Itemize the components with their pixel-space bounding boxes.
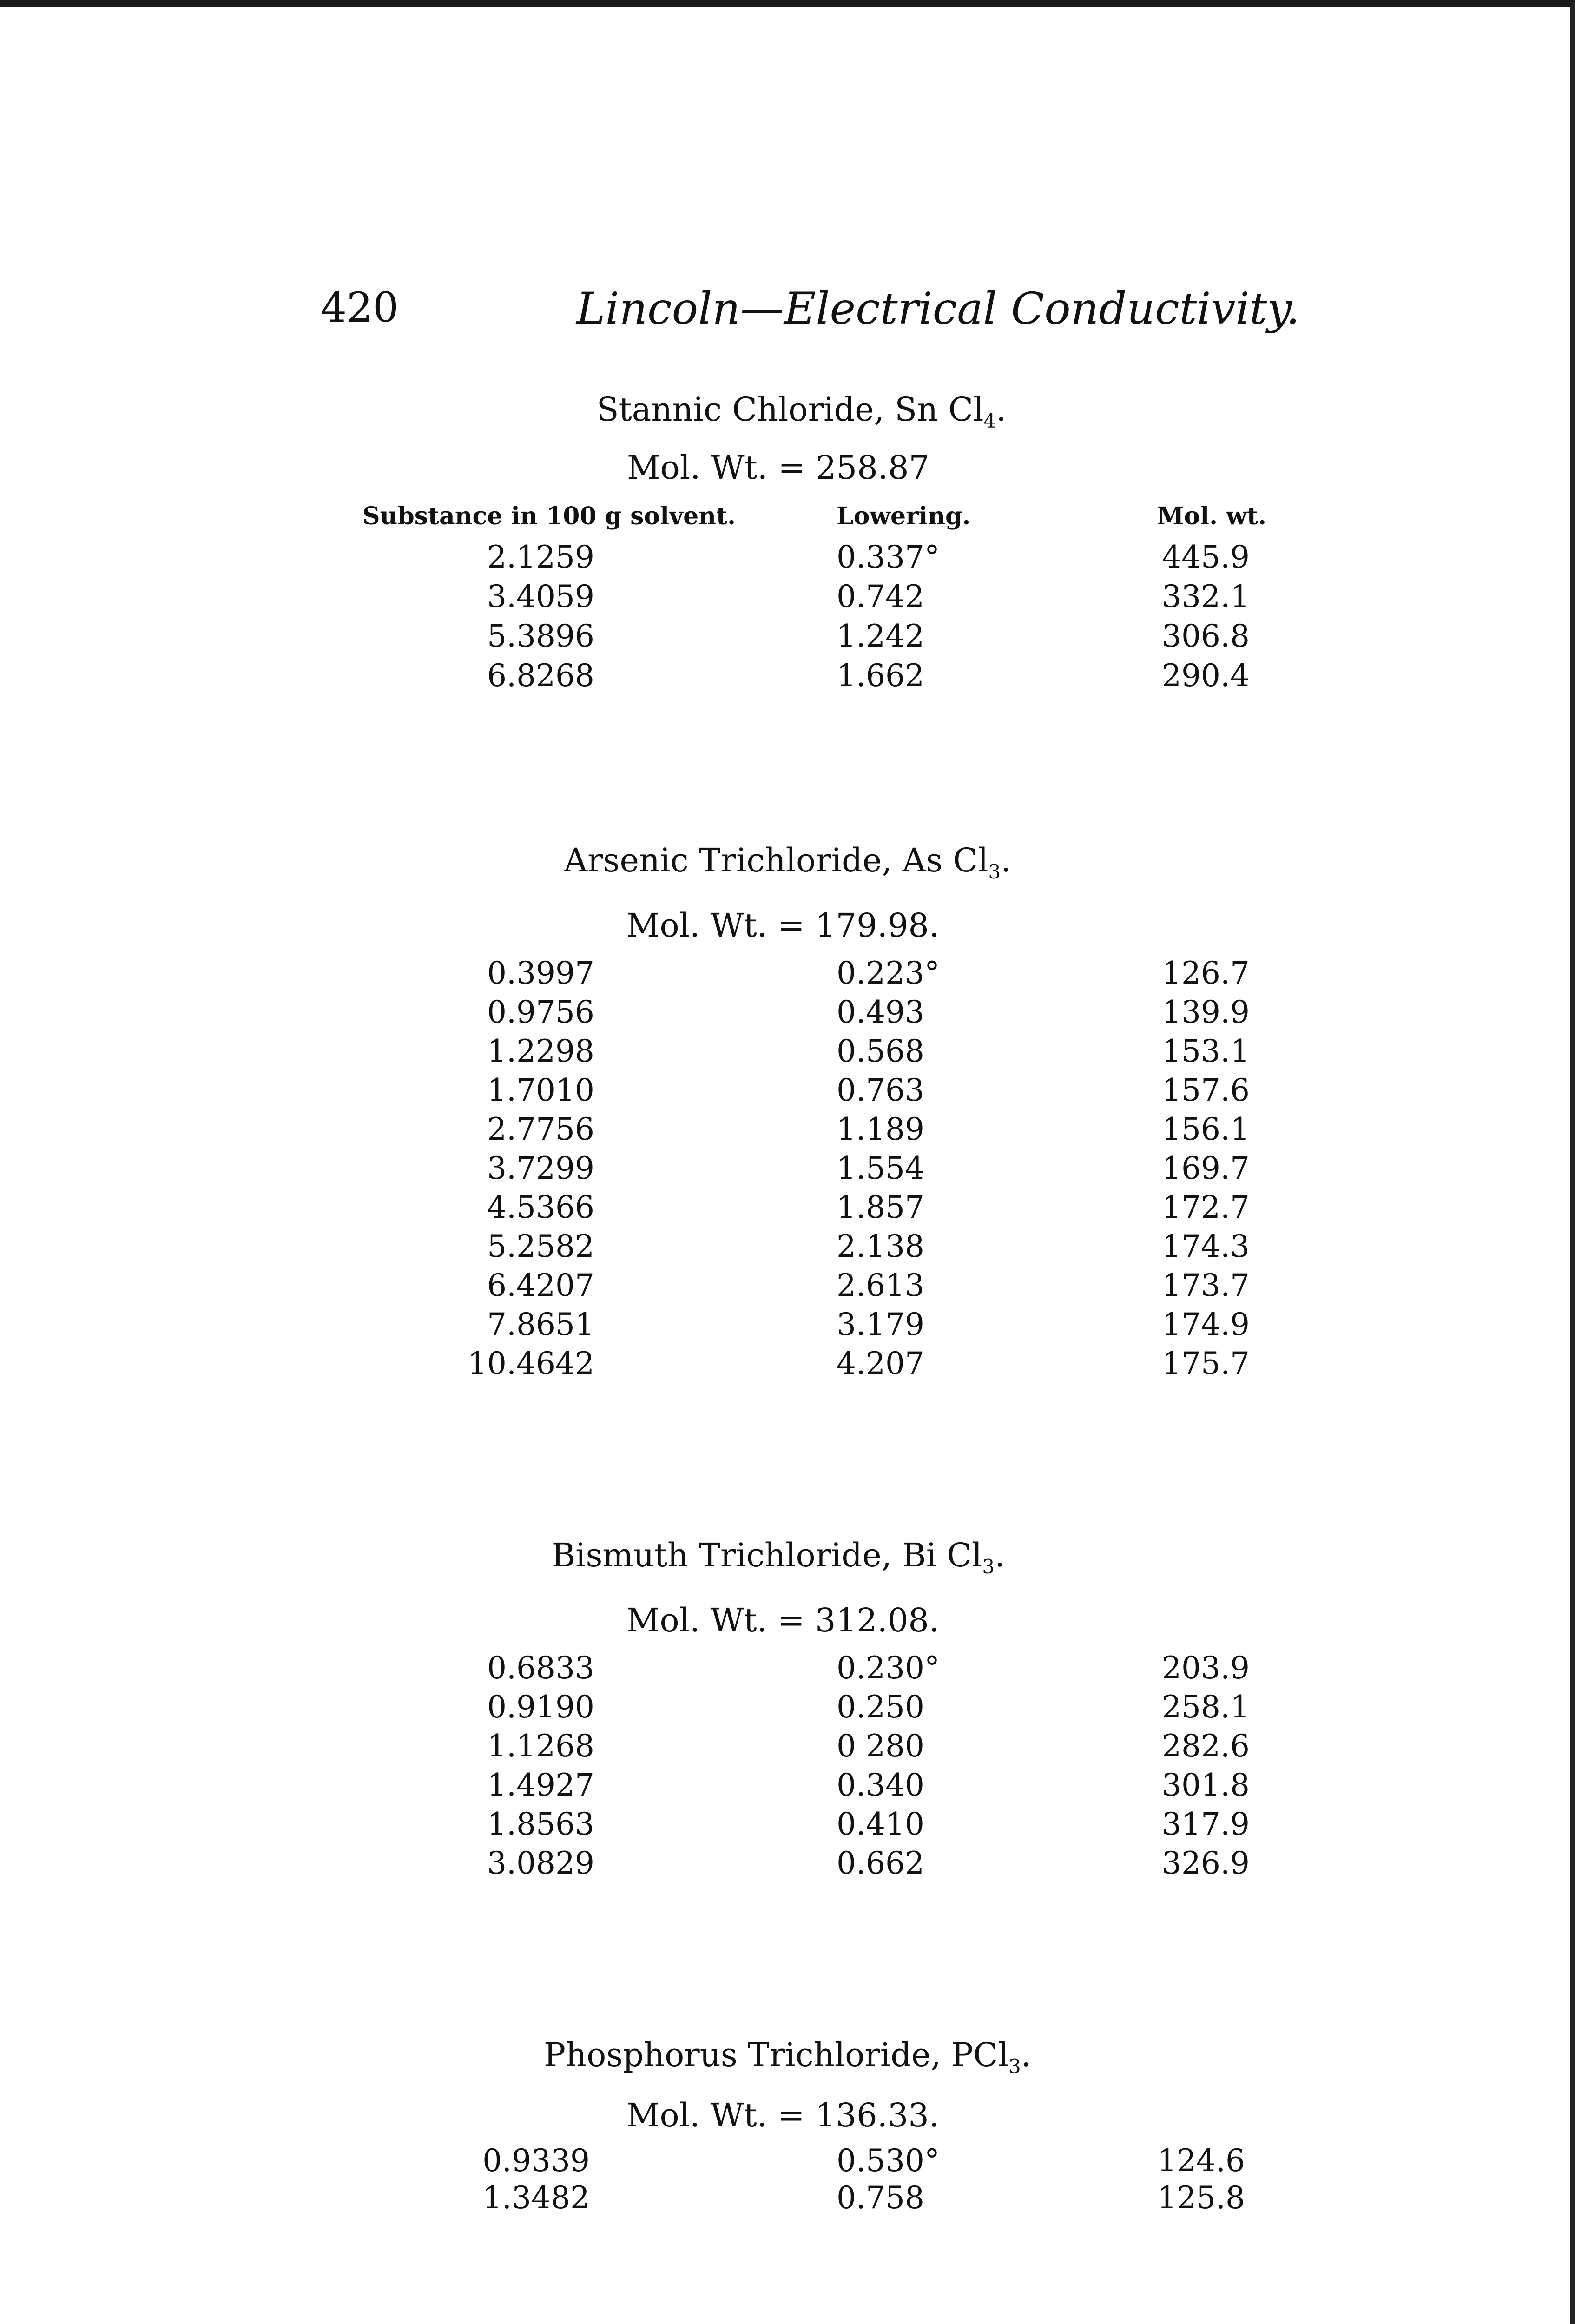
lowering-cell: 0.410 — [837, 1806, 924, 1842]
lowering-cell: 4.207 — [837, 1346, 924, 1381]
section-title-end: . — [1021, 2036, 1031, 2074]
lowering-cell: 1.662 — [837, 658, 924, 693]
section-title-text: Bismuth Trichloride, Bi Cl — [551, 1536, 982, 1574]
lowering-cell: 0.763 — [837, 1072, 924, 1108]
lowering-cell: 1.554 — [837, 1150, 924, 1186]
mol-wt-cell: 282.6 — [1162, 1728, 1250, 1764]
mol-wt-cell: 317.9 — [1162, 1806, 1250, 1842]
substance-cell: 0.9756 — [487, 994, 594, 1030]
mol-wt-cell: 172.7 — [1162, 1189, 1250, 1225]
mol-wt-cell: 156.1 — [1162, 1111, 1250, 1147]
mol-wt-cell: 301.8 — [1162, 1767, 1250, 1803]
section-title-text: Arsenic Trichloride, As Cl — [564, 841, 988, 879]
mol-wt-cell: 203.9 — [1162, 1650, 1250, 1686]
running-head: Lincoln—Electrical Conductivity. — [576, 284, 1300, 334]
mol-wt-cell: 332.1 — [1162, 579, 1250, 614]
mol-wt-cell: 124.6 — [1157, 2143, 1245, 2179]
substance-cell: 3.0829 — [487, 1845, 594, 1881]
mol-wt-cell: 157.6 — [1162, 1072, 1250, 1108]
molecular-weight: Mol. Wt. = 179.98. — [626, 906, 940, 944]
lowering-cell: 1.189 — [837, 1111, 924, 1147]
substance-cell: 5.2582 — [487, 1228, 594, 1264]
molecular-weight: Mol. Wt. = 258.87 — [626, 449, 930, 487]
lowering-cell: 0.493 — [837, 994, 924, 1030]
lowering-cell: 0 280 — [837, 1728, 924, 1764]
mol-wt-cell: 445.9 — [1162, 539, 1250, 575]
substance-cell: 7.8651 — [487, 1307, 594, 1342]
section-title — [0, 2036, 1575, 2078]
mol-wt-cell: 306.8 — [1162, 618, 1250, 654]
lowering-cell: 0.223° — [837, 955, 940, 991]
section-title-text: Phosphorus Trichloride, PCl — [544, 2036, 1008, 2074]
substance-cell: 1.1268 — [487, 1728, 594, 1764]
mol-wt-cell: 326.9 — [1162, 1845, 1250, 1881]
section-title-end: . — [1001, 841, 1011, 879]
lowering-cell: 1.242 — [837, 618, 924, 654]
lowering-cell: 0.250 — [837, 1689, 924, 1725]
substance-cell: 1.8563 — [487, 1806, 594, 1842]
section-title-end: . — [995, 1536, 1005, 1574]
substance-cell: 0.9339 — [482, 2143, 590, 2179]
substance-cell: 6.4207 — [487, 1268, 594, 1303]
mol-wt-cell: 258.1 — [1162, 1689, 1250, 1725]
mol-wt-cell: 153.1 — [1162, 1033, 1250, 1069]
mol-wt-cell: 125.8 — [1157, 2180, 1245, 2216]
section-title — [0, 1536, 1566, 1578]
lowering-cell: 0.742 — [837, 579, 924, 614]
lowering-cell: 2.613 — [837, 1268, 924, 1303]
substance-cell: 0.3997 — [487, 955, 594, 991]
mol-wt-cell: 290.4 — [1162, 658, 1250, 693]
substance-cell: 5.3896 — [487, 618, 594, 654]
substance-cell: 1.7010 — [487, 1072, 594, 1108]
page-number: 420 — [321, 284, 399, 331]
mol-wt-cell: 126.7 — [1162, 955, 1250, 991]
lowering-cell: 0.530° — [837, 2143, 940, 2179]
section-title — [0, 841, 1575, 883]
section-title — [14, 390, 1575, 432]
lowering-cell: 0.337° — [837, 539, 940, 575]
mol-wt-cell: 173.7 — [1162, 1268, 1250, 1303]
substance-cell: 4.5366 — [487, 1189, 594, 1225]
substance-cell: 1.3482 — [482, 2180, 590, 2216]
substance-cell: 1.2298 — [487, 1033, 594, 1069]
section-title-text: Stannic Chloride, Sn Cl — [596, 390, 984, 429]
molecular-weight: Mol. Wt. = 312.08. — [626, 1601, 940, 1639]
lowering-cell: 0.758 — [837, 2180, 924, 2216]
mol-wt-cell: 174.3 — [1162, 1228, 1250, 1264]
column-header-mol-wt: Mol. wt. — [1157, 502, 1267, 530]
lowering-cell: 0.662 — [837, 1845, 924, 1881]
mol-wt-cell: 169.7 — [1162, 1150, 1250, 1186]
substance-cell: 6.8268 — [487, 658, 594, 693]
lowering-cell: 1.857 — [837, 1189, 924, 1225]
section-title-subscript: 3 — [988, 860, 1001, 883]
column-header-substance: Substance in 100 g solvent. — [362, 502, 736, 530]
mol-wt-cell: 174.9 — [1162, 1307, 1250, 1342]
substance-cell: 10.4642 — [468, 1346, 594, 1381]
page-header — [0, 284, 1575, 344]
substance-cell: 3.7299 — [487, 1150, 594, 1186]
substance-cell: 2.7756 — [487, 1111, 594, 1147]
lowering-cell: 3.179 — [837, 1307, 924, 1342]
lowering-cell: 0.230° — [837, 1650, 940, 1686]
section-title-subscript: 4 — [983, 409, 996, 432]
substance-cell: 2.1259 — [487, 539, 594, 575]
substance-cell: 0.9190 — [487, 1689, 594, 1725]
substance-cell: 1.4927 — [487, 1767, 594, 1803]
lowering-cell: 0.340 — [837, 1767, 924, 1803]
section-title-subscript: 3 — [1008, 2055, 1021, 2078]
lowering-cell: 2.138 — [837, 1228, 924, 1264]
section-title-end: . — [996, 390, 1007, 429]
lowering-cell: 0.568 — [837, 1033, 924, 1069]
substance-cell: 0.6833 — [487, 1650, 594, 1686]
section-title-subscript: 3 — [982, 1555, 995, 1578]
column-header-lowering: Lowering. — [837, 502, 971, 530]
mol-wt-cell: 175.7 — [1162, 1346, 1250, 1381]
mol-wt-cell: 139.9 — [1162, 994, 1250, 1030]
molecular-weight: Mol. Wt. = 136.33. — [626, 2096, 940, 2134]
substance-cell: 3.4059 — [487, 579, 594, 614]
